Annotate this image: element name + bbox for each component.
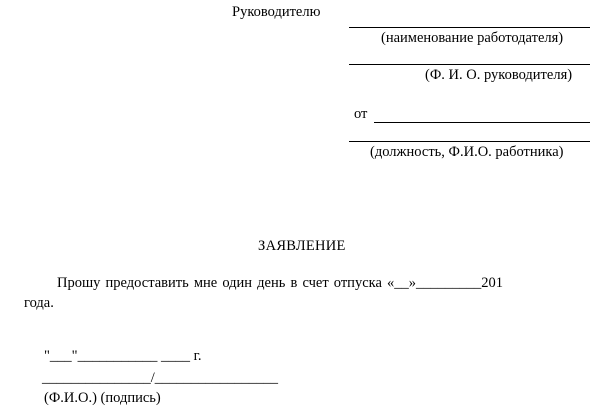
signature-caption: (Ф.И.О.) (подпись) <box>44 390 161 406</box>
date-line: "___"___________ ____ г. <box>44 348 202 364</box>
from-line <box>374 122 590 123</box>
from-label: от <box>354 106 368 122</box>
employer-caption: (наименование работодателя) <box>381 30 564 46</box>
to-manager-label: Руководителю <box>232 4 321 20</box>
request-text-line1: Прошу предоставить мне один день в счет отпуска «__»_________201 <box>57 275 504 291</box>
employee-line <box>349 141 590 142</box>
manager-name-line <box>349 64 590 65</box>
employer-name-line <box>349 27 590 28</box>
request-text-line2: года. <box>24 295 54 311</box>
employee-caption: (должность, Ф.И.О. работника) <box>370 144 564 160</box>
manager-caption: (Ф. И. О. руководителя) <box>425 67 573 83</box>
signature-line: _______________/_________________ <box>42 370 279 386</box>
document-title: ЗАЯВЛЕНИЕ <box>258 238 346 254</box>
